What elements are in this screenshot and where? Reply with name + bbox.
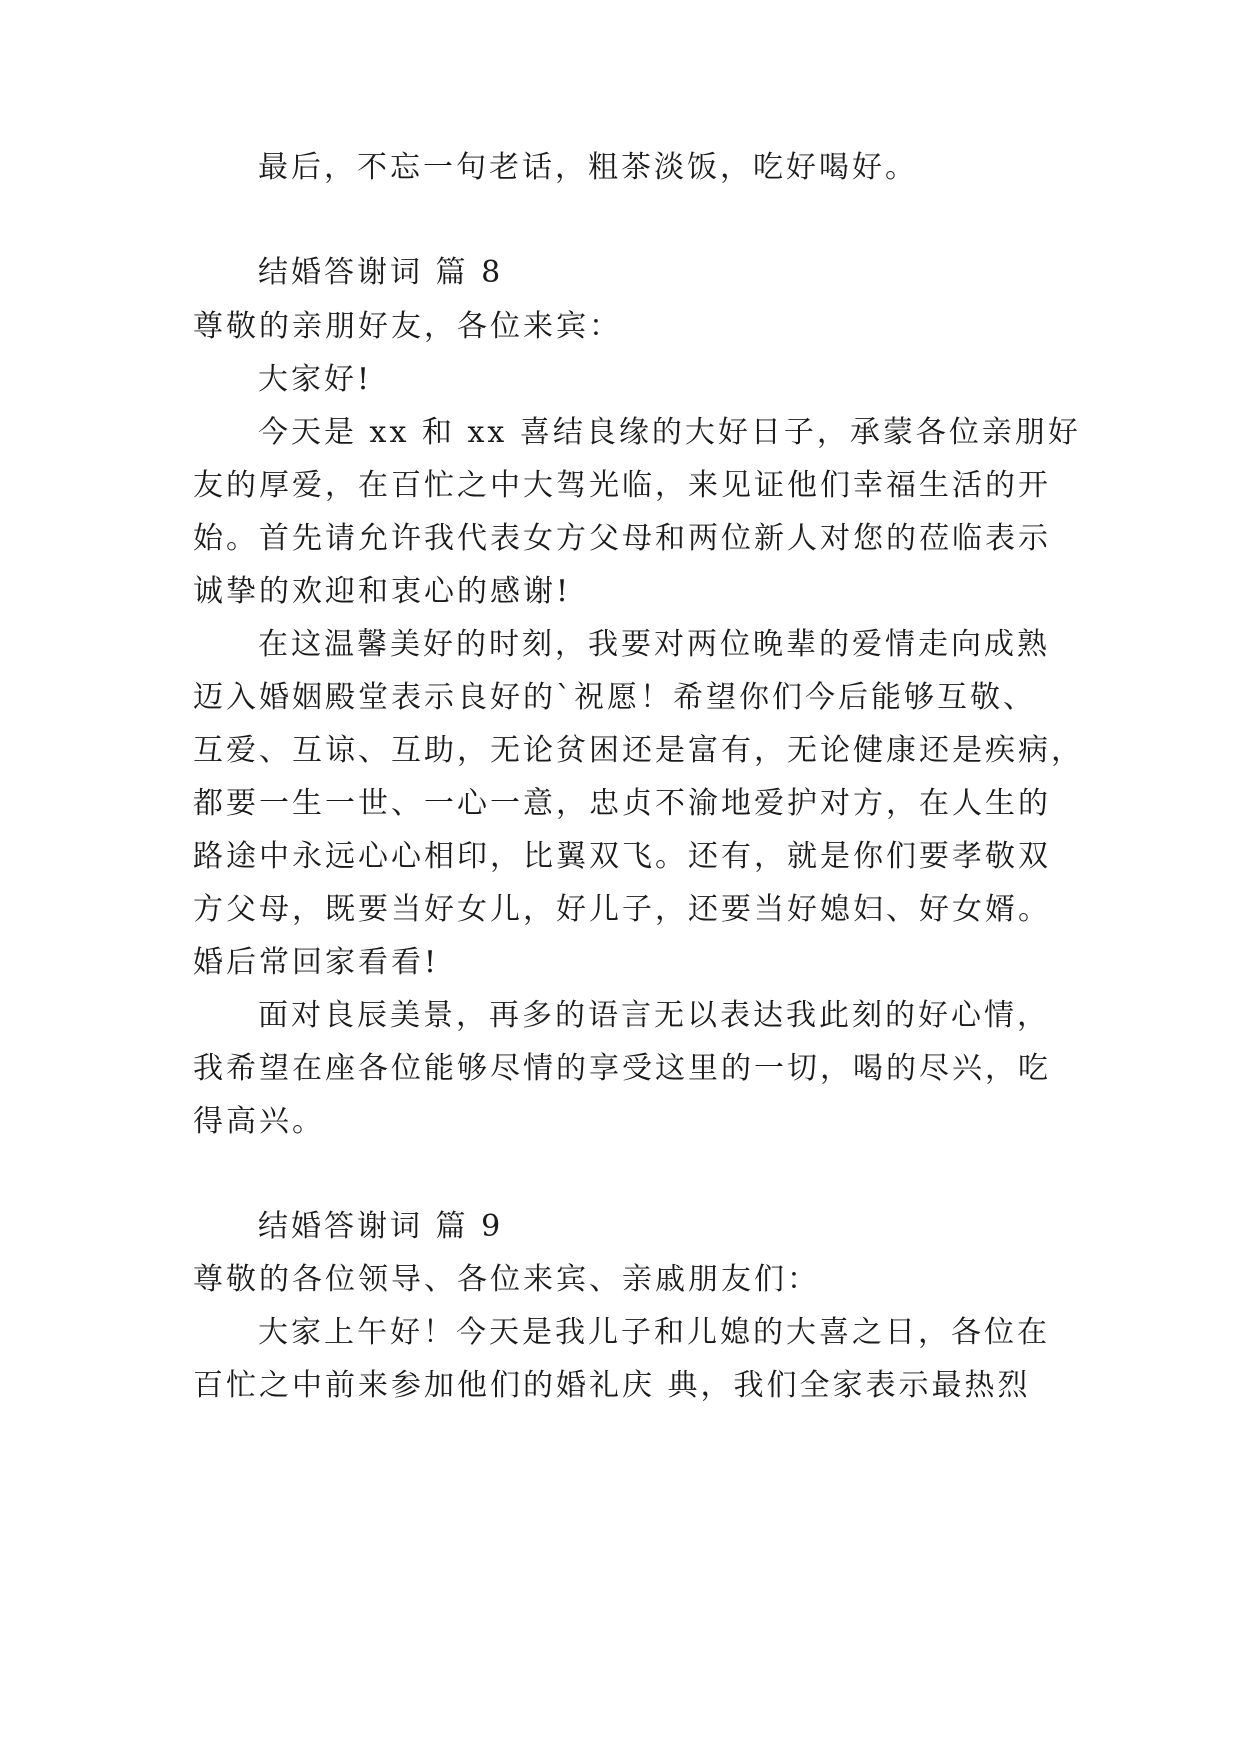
- section-8-salutation: 尊敬的亲朋好友，各位来宾：: [193, 309, 622, 344]
- paragraph-line: 方父母，既要当好女儿，好儿子，还要当好媳妇、好女婿。: [193, 892, 1051, 927]
- closing-line: 最后，不忘一句老话，粗茶淡饭，吃好喝好。: [258, 150, 918, 185]
- paragraph-line: 在这温馨美好的时刻，我要对两位晚辈的爱情走向成熟: [258, 627, 1050, 662]
- section-8-greeting: 大家好!: [258, 362, 373, 397]
- paragraph-line: 友的厚爱，在百忙之中大驾光临，来见证他们幸福生活的开: [193, 468, 1051, 503]
- paragraph-line: 诚挚的欢迎和衷心的感谢!: [193, 574, 572, 609]
- paragraph-line: 迈入婚姻殿堂表示良好的`祝愿！希望你们今后能够互敬、: [193, 680, 1036, 715]
- paragraph-line: 婚后常回家看看!: [193, 945, 440, 980]
- paragraph-line: 我希望在座各位能够尽情的享受这里的一切，喝的尽兴，吃: [193, 1051, 1051, 1086]
- paragraph-line: 互爱、互谅、互助，无论贫困还是富有，无论健康还是疾病，: [193, 733, 1084, 768]
- section-9-salutation: 尊敬的各位领导、各位来宾、亲戚朋友们：: [193, 1262, 820, 1297]
- paragraph-line: 都要一生一世、一心一意，忠贞不渝地爱护对方，在人生的: [193, 786, 1051, 821]
- paragraph-line: 今天是 xx 和 xx 喜结良缘的大好日子，承蒙各位亲朋好: [258, 415, 1081, 450]
- paragraph-line: 百忙之中前来参加他们的婚礼庆 典，我们全家表示最热烈: [193, 1368, 1031, 1403]
- paragraph-line: 面对良辰美景，再多的语言无以表达我此刻的好心情，: [258, 998, 1050, 1033]
- section-8-title: 结婚答谢词 篇 8: [258, 255, 504, 290]
- paragraph-line: 始。首先请允许我代表女方父母和两位新人对您的莅临表示: [193, 521, 1051, 556]
- paragraph-line: 得高兴。: [193, 1104, 325, 1139]
- section-9-title: 结婚答谢词 篇 9: [258, 1209, 504, 1244]
- paragraph-line: 路途中永远心心相印，比翼双飞。还有，就是你们要孝敬双: [193, 839, 1051, 874]
- paragraph-line: 大家上午好！今天是我儿子和儿媳的大喜之日，各位在: [258, 1315, 1050, 1350]
